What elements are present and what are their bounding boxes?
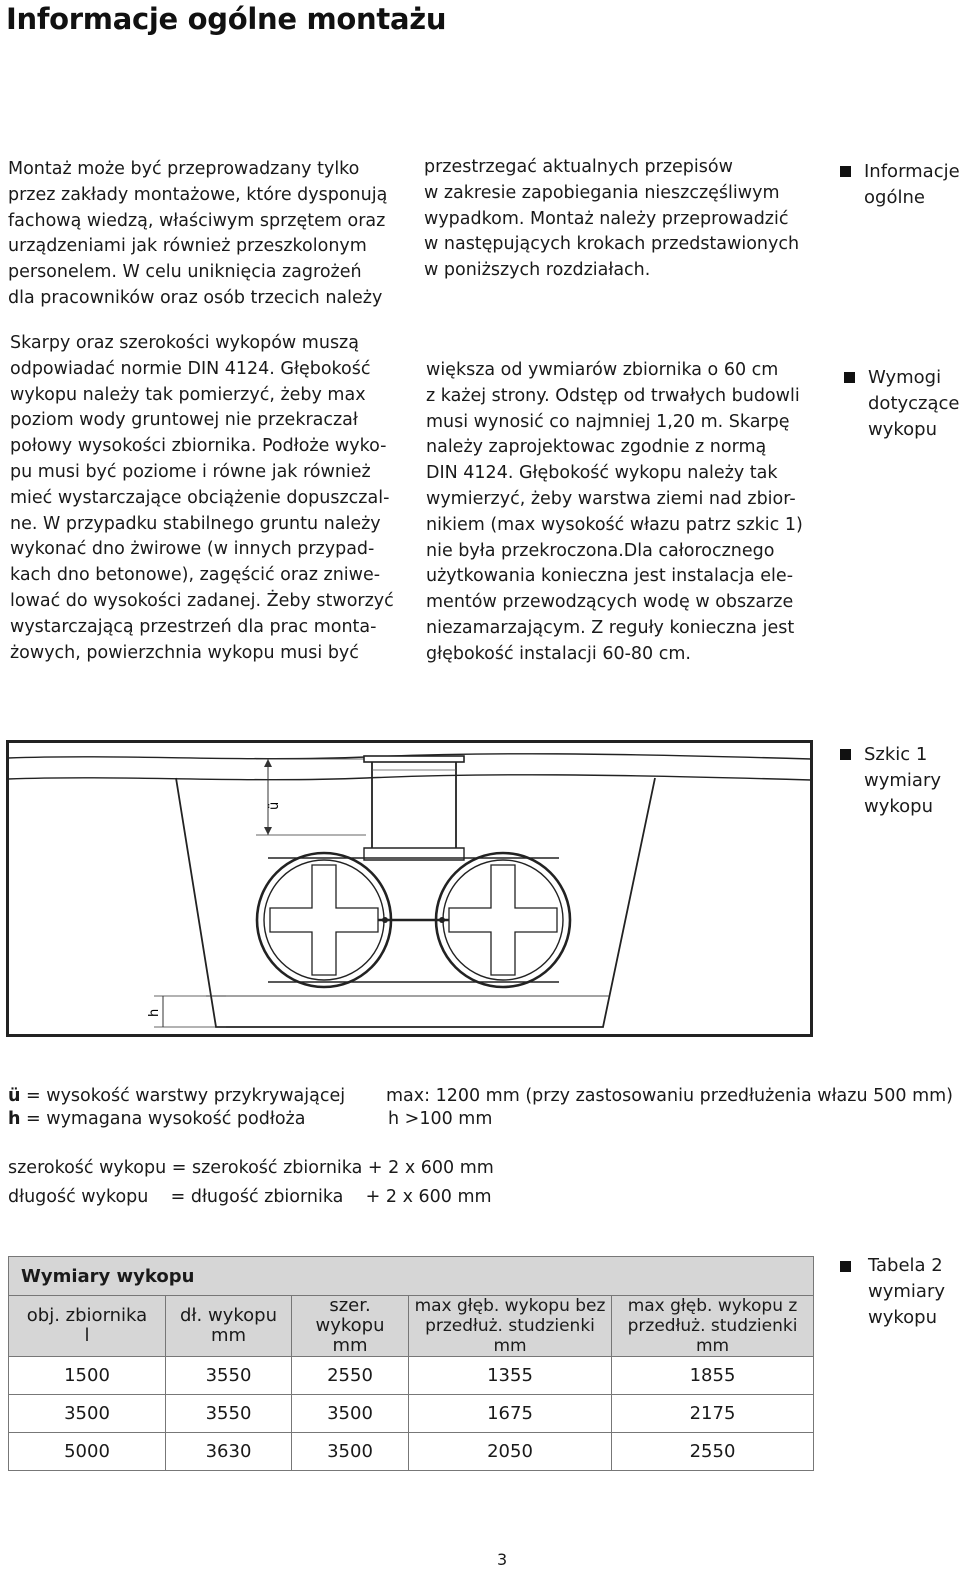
table-header-row [9, 1296, 814, 1357]
bullet-square-icon [844, 372, 855, 383]
legend-u-symbol: ü [8, 1086, 21, 1106]
table-cell: 1355 [409, 1357, 612, 1395]
table-header-cell: max głęb. wykopu bez przedłuż. studzienki mm [409, 1296, 612, 1357]
bullet-square-icon [840, 166, 851, 177]
intro-column-2: przestrzegać aktualnych przepisów w zakresie zapobiegania nieszczęśliwym wypadkom. Montaż należy przeprowadzić w następujących krokach przedstawionych w poniższych rozdziałach. [424, 157, 800, 281]
table-cell: 2050 [409, 1433, 612, 1471]
table-cell: 3550 [166, 1357, 292, 1395]
intro-column-1: Montaż może być przeprowadzany tylko przez zakłady montażowe, które dysponują fachową wiedzą, właściwym sprzętem oraz urządzeniami jak również przeszkolonym personelem. W celu uniknięcia zagrożeń dla pracowników oraz osób trzecich należy [8, 159, 388, 308]
side-heading-sketch: Szkic 1 wymiary wykopu [864, 744, 941, 817]
side-heading-table: Tabela 2 wymiary wykopu [868, 1255, 945, 1328]
legend-u [8, 1085, 345, 1108]
legend-h-value: h >100 mm [388, 1109, 493, 1129]
table-cell: 3550 [166, 1395, 292, 1433]
legend-h-symbol: h [8, 1109, 21, 1129]
excavation-dimensions-table [8, 1256, 814, 1471]
table-cell: 3630 [166, 1433, 292, 1471]
table-cell: 2175 [612, 1395, 814, 1433]
table-header-cell: max głęb. wykopu z przedłuż. studzienki mm [612, 1296, 814, 1357]
excavation-sketch [6, 740, 813, 1037]
width-formula: szerokość wykopu = szerokość zbiornika + 2 x 600 mm [8, 1158, 494, 1178]
bullet-square-icon [840, 749, 851, 760]
legend-u-value: max: 1200 mm (przy zastosowaniu przedłużenia włazu 500 mm) [386, 1086, 953, 1106]
bullet-square-icon [840, 1261, 851, 1272]
table-title: Wymiary wykopu [9, 1257, 814, 1296]
table-cell: 1675 [409, 1395, 612, 1433]
table-row [9, 1357, 814, 1395]
table-cell: 3500 [292, 1433, 409, 1471]
table-cell: 5000 [9, 1433, 166, 1471]
legend-h-text: = wymagana wysokość podłoża [20, 1109, 306, 1129]
table-cell: 2550 [612, 1433, 814, 1471]
table-cell: 3500 [292, 1395, 409, 1433]
side-heading-general: Informacje ogólne [864, 161, 960, 208]
table-header-cell: szer. wykopu mm [292, 1296, 409, 1357]
table-row [9, 1433, 814, 1471]
table-cell: 1855 [612, 1357, 814, 1395]
side-heading-requirements: Wymogi dotyczące wykopu [868, 367, 960, 440]
legend-u-text: = wysokość warstwy przykrywającej [20, 1086, 346, 1106]
page-number: 3 [497, 1550, 508, 1569]
table-cell: 1500 [9, 1357, 166, 1395]
table-header-cell: obj. zbiornika l [9, 1296, 166, 1357]
table-cell: 2550 [292, 1357, 409, 1395]
page-title: Informacje ogólne montażu [6, 2, 447, 36]
length-formula: długość wykopu = długość zbiornika + 2 x 600 mm [8, 1187, 492, 1207]
dimension-label-u: ü [267, 801, 282, 810]
table-cell: 3500 [9, 1395, 166, 1433]
table-row [9, 1395, 814, 1433]
dimension-label-h: h [147, 1008, 162, 1017]
legend-h [8, 1108, 305, 1131]
excavation-column-2: większa od ywmiarów zbiornika o 60 cm z każej strony. Odstęp od trwałych budowli musi wynosić co najmniej 1,20 m. Skarpę należy zaprojektowac zgodnie z normą DIN 4124. Głębokość wykopu należy tak wymierzyć, żeby warstwa ziemi nad zbior- nikiem (max wysokość włazu patrz szkic 1) nie była przekroczona.Dla całorocznego użytkowania konieczna jest instalacja ele- mentów przewodzących wodę w obszarze niezamarzającym. Z reguły konieczna jest głębokość instalacji 60-80 cm. [426, 360, 803, 664]
excavation-column-1: Skarpy oraz szerokości wykopów muszą odpowiadać normie DIN 4124. Głębokość wykopu należy tak pomierzyć, żeby max poziom wody gruntowej nie przekraczał połowy wysokości zbiornika. Podłoże wyko- pu musi być poziome i równe jak również mieć wystarczające obciążenie dopuszczal- ne. W przypadku stabilnego gruntu należy wykonać dno żwirowe (w innych przypad- kach dno betonowe), zagęścić oraz zniwe- lować do wysokości zadanej. Żeby stworzyć wystarczającą przestrzeń dla prac monta- żowych, powierzchnia wykopu musi być [10, 333, 394, 663]
table-header-cell: dł. wykopu mm [166, 1296, 292, 1357]
